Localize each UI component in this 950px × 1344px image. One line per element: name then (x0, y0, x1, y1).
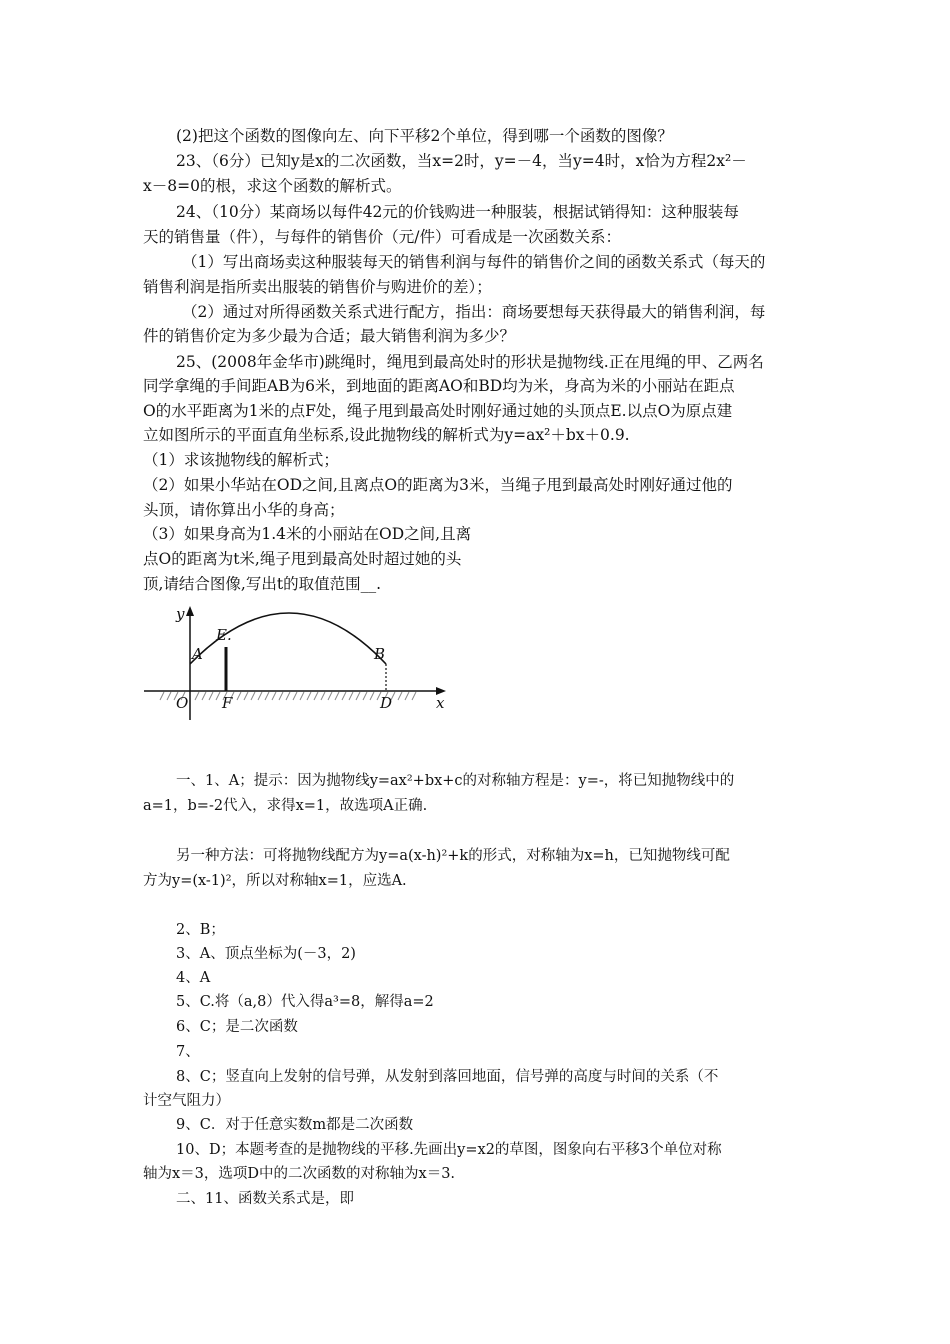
label-f: F (222, 694, 233, 712)
answer-10: 10、D；本题考查的是抛物线的平移.先画出y=x2的草图，图象向右平移3个单位对称 (176, 1142, 722, 1158)
answer-8: 8、C；竖直向上发射的信号弹，从发射到落回地面，信号弹的高度与时间的关系（不 (176, 1069, 719, 1085)
text-line: (2)把这个函数的图像向左、向下平移2个单位，得到哪一个函数的图像？ (176, 127, 673, 145)
label-x: x (436, 694, 445, 712)
text-line: 点O的距离为t米,绳子甩到最高处时超过她的头 (143, 550, 462, 568)
label-e: E. (216, 626, 232, 644)
answer-1-alt: 另一种方法：可将抛物线配方为y=a(x-h)²+k的形式，对称轴为x=h，已知抛物线可配 (176, 848, 730, 864)
text-line: （3）如果身高为1.4米的小丽站在OD之间,且离 (143, 525, 472, 543)
text-line: x－8=0的根，求这个函数的解析式。 (143, 177, 402, 195)
text-line: （1）写出商场卖这种服装每天的销售利润与每件的销售价之间的函数关系式（每天的 (182, 253, 766, 271)
ground-hatch (160, 692, 416, 700)
text-line: 天的销售量（件），与每件的销售价（元/件）可看成是一次函数关系： (143, 228, 621, 246)
question-23: 23、（6分）已知y是x的二次函数，当x=2时，y=－4，当y=4时，x恰为方程2x²－ (176, 152, 747, 170)
question-24: 24、（10分）某商场以每件42元的价钱购进一种服装，根据试销得知：这种服装每 (176, 203, 739, 221)
answer-5: 5、C.将（a,8）代入得a³=8，解得a=2 (176, 994, 434, 1010)
text-line: 销售利润是指所卖出服装的销售价与购进价的差）； (143, 278, 492, 296)
text-line: （2）如果小华站在OD之间,且离点O的距离为3米，当绳子甩到最高处时刚好通过他的 (143, 476, 733, 494)
answer-7: 7、 (176, 1044, 200, 1060)
text-line: （1）求该抛物线的解析式； (143, 451, 339, 469)
text-line: 立如图所示的平面直角坐标系,设此抛物线的解析式为y=ax²＋bx＋0.9. (143, 426, 630, 444)
y-axis-arrow (186, 606, 194, 616)
text-line: a=1，b=-2代入，求得x=1，故选项A正确. (143, 798, 428, 814)
label-y: y (176, 605, 185, 623)
answer-9: 9、C．对于任意实数m都是二次函数 (176, 1117, 414, 1133)
answer-1: 一、1、A；提示：因为抛物线y=ax²+bx+c的对称轴方程是：y=-，将已知抛物线中的 (176, 773, 735, 789)
label-b: B (374, 645, 386, 663)
parabola-figure (140, 600, 460, 720)
text-line: 件的销售价定为多少最为合适；最大销售利润为多少？ (143, 327, 516, 345)
text-line: 方为y=(x-1)²，所以对称轴x=1，应选A. (143, 873, 407, 889)
text-line: （2）通过对所得函数关系式进行配方，指出：商场要想每天获得最大的销售利润，每 (182, 303, 766, 321)
text-line: 同学拿绳的手间距AB为6米，到地面的距离AO和BD均为米，身高为米的小丽站在距点 (143, 377, 735, 395)
question-25: 25、(2008年金华市)跳绳时，绳甩到最高处时的形状是抛物线.正在甩绳的甲、乙两名 (176, 353, 764, 371)
label-d: D (380, 694, 393, 712)
label-o: O (176, 694, 189, 712)
text-line: 顶,请结合图像,写出t的取值范围__. (143, 575, 382, 593)
answer-6: 6、C；是二次函数 (176, 1019, 298, 1035)
answer-4: 4、A (176, 970, 211, 986)
answer-2: 2、B； (176, 922, 225, 938)
text-line: 轴为x＝3，选项D中的二次函数的对称轴为x＝3. (143, 1166, 456, 1182)
answer-11: 二、11、函数关系式是，即 (176, 1191, 354, 1207)
label-a: A (192, 645, 203, 663)
text-line: 头顶，请你算出小华的身高； (143, 501, 345, 519)
answer-3: 3、A、顶点坐标为(－3，2) (176, 946, 356, 962)
text-line: O的水平距离为1米的点F处，绳子甩到最高处时刚好通过她的头顶点E.以点O为原点建 (143, 402, 733, 420)
text-line: 计空气阻力） (143, 1093, 230, 1109)
